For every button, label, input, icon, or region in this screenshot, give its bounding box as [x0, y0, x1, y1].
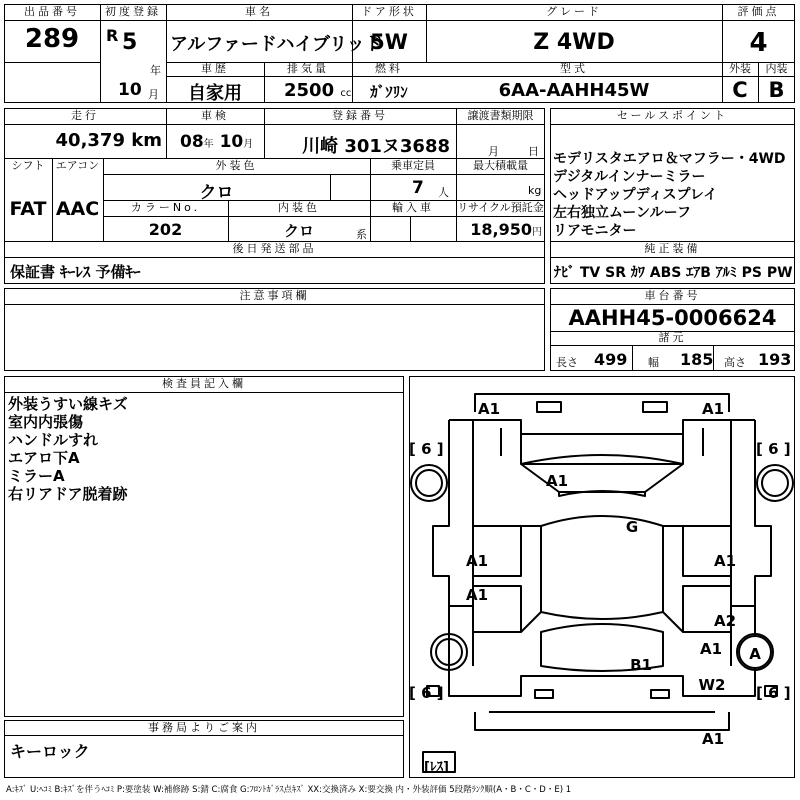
- car-name: アルファードハイブリッド: [170, 34, 383, 55]
- interior-value: B: [768, 78, 785, 102]
- damage-mark: G: [625, 518, 639, 536]
- interior-color-value: クロ: [283, 222, 314, 240]
- fuel-value: ｶﾞｿﾘﾝ: [370, 83, 408, 101]
- inspector-note: 右リアドア脱着跡: [8, 485, 128, 503]
- lot-label: 出品番号: [24, 5, 80, 18]
- damage-mark: A1: [701, 730, 725, 748]
- interior-label: 内装: [765, 62, 788, 75]
- mileage-label: 走行: [71, 109, 99, 122]
- first-reg-era: R: [106, 26, 119, 45]
- first-reg-label: 初度登録: [105, 5, 161, 18]
- inspector-note: ハンドルすれ: [8, 431, 99, 449]
- import-label: 輸入車: [392, 201, 434, 214]
- width-value: 185: [680, 350, 714, 369]
- inspection-label: 車検: [201, 109, 229, 122]
- exterior-label: 外装: [729, 62, 751, 75]
- inspector-notes: [8, 395, 398, 503]
- grade-value: Z 4WD: [533, 30, 615, 55]
- color-no-label: カラーNo.: [130, 201, 201, 214]
- inspection-value: 08年 10月: [180, 132, 254, 152]
- sales-point-item: モデリスタエアロ＆マフラー・4WD: [553, 151, 786, 167]
- first-reg-month-unit: 月: [148, 88, 159, 101]
- displacement-value: 2500 cc: [284, 80, 352, 101]
- sales-point-list: [553, 150, 793, 240]
- specs-label: 諸元: [658, 331, 687, 344]
- door-label: ドア形状: [361, 5, 417, 18]
- sales-point-item: リアモニター: [553, 223, 637, 239]
- damage-mark: B1: [630, 656, 652, 674]
- capacity-unit: 人: [438, 186, 449, 199]
- later-parts-label: 後日発送部品: [232, 242, 317, 255]
- damage-mark: W2: [698, 676, 726, 694]
- ac-value: AAC: [55, 198, 100, 220]
- office-note: キーロック: [10, 742, 90, 761]
- damage-mark: A1: [477, 400, 501, 418]
- color-no-value: 202: [148, 220, 183, 239]
- car-name-label: 車名: [245, 5, 273, 18]
- grade-label: グレード: [546, 5, 602, 18]
- tire-front-left: [ 6 ]: [409, 440, 444, 458]
- displacement-label: 排気量: [287, 62, 329, 75]
- capacity-label: 乗車定員: [391, 159, 435, 172]
- lot-number: 289: [24, 24, 80, 54]
- inspector-note: 室内内張傷: [8, 413, 84, 431]
- inspector-note: 外装うすい線キズ: [8, 395, 128, 413]
- plate-label: 登録番号: [332, 109, 388, 122]
- model-value: 6AA-AAHH45W: [498, 80, 650, 101]
- recycle-value: 18,950円: [470, 220, 542, 239]
- mileage-value: 40,379 km: [55, 130, 162, 151]
- load-label: 最大積載量: [473, 159, 528, 172]
- color-value: クロ: [199, 183, 234, 203]
- tire-rear-left: [ 6 ]: [409, 684, 444, 702]
- damage-mark: A1: [545, 472, 569, 490]
- transfer-label: 譲渡書類期限: [467, 109, 534, 122]
- plate-value: 川崎 301ヌ3688: [302, 136, 450, 157]
- first-reg-year: 5: [122, 30, 138, 55]
- model-label: 型式: [560, 62, 588, 75]
- color-label: 外装色: [215, 159, 258, 172]
- legend: A:ｷｽﾞ U:ﾍｺﾐ B:ｷｽﾞを伴うﾍｺﾐ P:要塗装 W:補修跡 S:錆 C:腐食 G:ﾌﾛﾝﾄｶﾞﾗｽ点ｷｽﾞ XX:交換済み X:要交換 内・外装評価 5段階ﾗﾝｸ順(A・B・C・D・E) 1: [6, 785, 572, 795]
- tire-front-right: [ 6 ]: [756, 440, 791, 458]
- sales-point-item: デジタルインナーミラー: [553, 169, 706, 185]
- recycle-label: リサイクル預託金: [457, 201, 544, 214]
- damage-mark: A1: [713, 552, 737, 570]
- door-value: 5W: [370, 30, 408, 54]
- history-label: 車歴: [201, 62, 229, 75]
- equipment-value: ﾅﾋﾞ TV SR ｶﾜ ABS ｴｱB ｱﾙﾐ PS PW: [554, 265, 793, 281]
- spare-tire: [ﾚｽ]: [424, 760, 449, 775]
- office-label: 事務局よりご案内: [148, 721, 260, 734]
- car-outline-diagram: [409, 376, 795, 778]
- interior-color-label: 内装色: [278, 201, 320, 214]
- later-parts-value: 保証書 ｷｰﾚｽ 予備ｷｰ: [10, 263, 141, 281]
- fuel-label: 燃料: [375, 62, 403, 75]
- width-label: 幅: [648, 356, 659, 369]
- height-label: 高さ: [724, 356, 746, 369]
- chassis-label: 車台番号: [644, 289, 701, 302]
- length-value: 499: [594, 350, 628, 369]
- damage-mark: A2: [713, 612, 737, 630]
- inspector-note: ミラーA: [8, 467, 65, 485]
- interior-color-unit: 系: [356, 228, 367, 241]
- exterior-value: C: [732, 78, 748, 102]
- damage-mark: A1: [465, 586, 489, 604]
- damage-mark: A1: [465, 552, 489, 570]
- shift-value: FAT: [9, 198, 47, 220]
- sales-point-item: ヘッドアップディスプレイ: [553, 187, 718, 203]
- sales-point-item: 左右独立ムーンルーフ: [553, 205, 691, 221]
- length-label: 長さ: [556, 356, 578, 369]
- inspector-label: 検査員記入欄: [162, 377, 246, 390]
- shift-label: シフト: [11, 159, 45, 172]
- sales-point-label: セールスポイント: [616, 109, 728, 122]
- height-value: 193: [758, 350, 792, 369]
- damage-mark: A1: [699, 640, 723, 658]
- ac-label: エアコン: [55, 159, 100, 172]
- caution-label: 注意事項欄: [239, 289, 310, 302]
- inspector-note: エアロ下A: [8, 449, 80, 467]
- load-unit: kg: [528, 184, 542, 197]
- history-value: 自家用: [188, 83, 242, 104]
- transfer-month-unit: 月: [488, 145, 499, 158]
- transfer-day-unit: 日: [528, 145, 539, 158]
- score-label: 評価点: [737, 5, 780, 18]
- tire-rear-right: [ 6 ]: [756, 684, 791, 702]
- damage-mark: A: [749, 645, 761, 663]
- chassis-value: AAHH45-0006624: [568, 306, 777, 330]
- score-value: 4: [749, 28, 768, 58]
- equipment-label: 純正装備: [644, 242, 701, 255]
- first-reg-month: 10: [118, 80, 142, 100]
- first-reg-year-unit: 年: [150, 64, 161, 77]
- damage-mark: A1: [701, 400, 725, 418]
- capacity-value: 7: [412, 178, 424, 198]
